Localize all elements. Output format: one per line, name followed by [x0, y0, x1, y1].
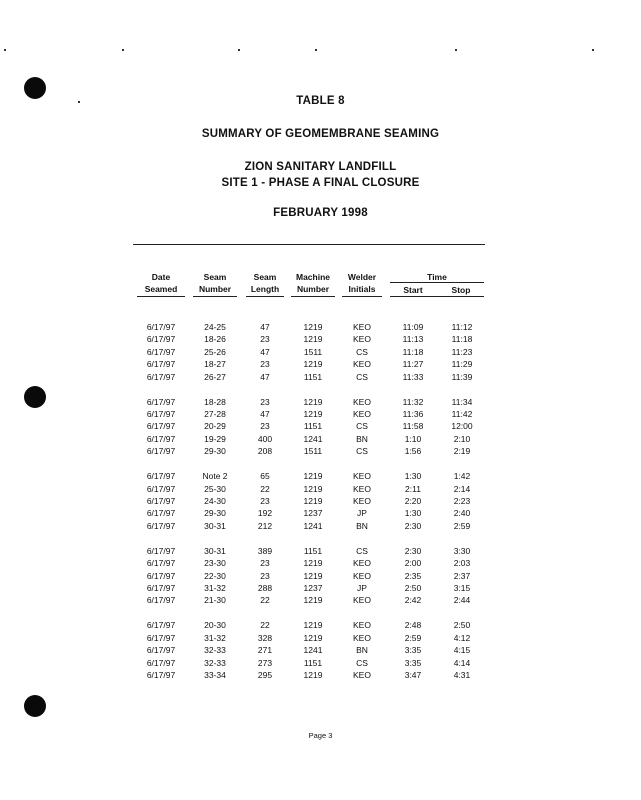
table-row: [0, 396, 641, 408]
seam-number-cell: 33-34: [204, 670, 226, 681]
stop-time-cell: 12:00: [451, 421, 473, 432]
col-header-date-line2: Seamed: [144, 284, 178, 294]
seam-length-cell: 208: [257, 446, 273, 457]
seam-length-cell: 23: [260, 496, 270, 507]
date-cell: 6/17/97: [146, 496, 176, 507]
welder-initials-cell: CS: [356, 545, 368, 556]
date-cell: 6/17/97: [146, 620, 176, 631]
table-row: [0, 408, 641, 420]
machine-number-cell: 1237: [303, 508, 323, 519]
start-time-cell: 1:30: [404, 508, 422, 519]
start-time-cell: 2:42: [404, 595, 422, 606]
welder-initials-cell: KEO: [353, 409, 371, 420]
stop-time-cell: 11:18: [451, 334, 473, 345]
header-underline: [342, 296, 382, 297]
table-row: [0, 333, 641, 345]
stop-time-cell: 2:59: [453, 520, 471, 531]
punch-hole-bottom: [24, 695, 46, 717]
start-time-cell: 11:09: [402, 322, 424, 332]
date-cell: 6/17/97: [146, 657, 176, 668]
date-cell: 6/17/97: [146, 520, 176, 531]
seam-number-cell: 21-30: [204, 595, 226, 606]
header-underline: [246, 296, 284, 297]
stop-time-cell: 2:40: [453, 508, 471, 519]
machine-number-cell: 1151: [303, 545, 323, 556]
seam-length-cell: 273: [257, 657, 273, 668]
seam-length-cell: 47: [260, 409, 270, 420]
welder-initials-cell: JP: [357, 583, 367, 594]
machine-number-cell: 1511: [303, 346, 323, 357]
table-row: [0, 619, 641, 631]
date-cell: 6/17/97: [146, 396, 176, 407]
date-cell: 6/17/97: [146, 583, 176, 594]
site-name: ZION SANITARY LANDFILL: [244, 161, 397, 173]
table-row: [0, 507, 641, 519]
stop-time-cell: 2:23: [453, 496, 471, 507]
seam-length-cell: 288: [257, 583, 273, 594]
seam-number-cell: 31-32: [204, 632, 226, 643]
start-time-cell: 1:10: [404, 433, 422, 444]
table-row: [0, 470, 641, 482]
start-time-cell: 3:35: [404, 657, 422, 668]
welder-initials-cell: CS: [356, 371, 368, 382]
welder-initials-cell: CS: [356, 657, 368, 668]
date-cell: 6/17/97: [146, 483, 176, 494]
seam-number-cell: 18-28: [204, 396, 226, 407]
stop-time-cell: 2:14: [453, 483, 471, 494]
scan-speck: [4, 49, 6, 51]
site-phase: SITE 1 - PHASE A FINAL CLOSURE: [221, 177, 420, 189]
report-date: FEBRUARY 1998: [273, 207, 368, 219]
machine-number-cell: 1219: [303, 471, 323, 482]
start-time-cell: 11:18: [402, 346, 424, 357]
machine-number-cell: 1219: [303, 334, 323, 345]
header-underline: [137, 296, 185, 297]
top-rule: [133, 244, 485, 245]
date-cell: 6/17/97: [146, 359, 176, 370]
seam-number-cell: 24-25: [204, 322, 226, 332]
start-time-cell: 11:27: [402, 359, 424, 370]
machine-number-cell: 1511: [303, 446, 323, 457]
start-time-cell: 2:30: [404, 545, 422, 556]
welder-initials-cell: KEO: [353, 570, 371, 581]
welder-initials-cell: CS: [356, 346, 368, 357]
date-cell: 6/17/97: [146, 409, 176, 420]
table-label: TABLE 8: [296, 95, 345, 107]
table-row: [0, 657, 641, 669]
start-time-cell: 2:20: [404, 496, 422, 507]
table-row: [0, 483, 641, 495]
seam-number-cell: Note 2: [202, 471, 228, 482]
start-time-cell: 11:32: [402, 396, 424, 407]
seam-number-cell: 32-33: [204, 645, 226, 656]
welder-initials-cell: KEO: [353, 471, 371, 482]
machine-number-cell: 1219: [303, 483, 323, 494]
stop-time-cell: 2:50: [453, 620, 471, 631]
start-time-cell: 11:36: [402, 409, 424, 420]
stop-time-cell: 2:37: [453, 570, 471, 581]
date-cell: 6/17/97: [146, 371, 176, 382]
scan-speck: [238, 49, 240, 51]
stop-time-cell: 11:42: [451, 409, 473, 420]
stop-time-cell: 1:42: [453, 471, 471, 482]
col-header-date-line1: Date: [151, 272, 171, 282]
col-header-seam-number-line2: Number: [198, 284, 232, 294]
machine-number-cell: 1151: [303, 371, 323, 382]
seam-length-cell: 271: [257, 645, 273, 656]
table-row: [0, 371, 641, 383]
seam-length-cell: 65: [260, 471, 270, 482]
table-row: [0, 644, 641, 656]
machine-number-cell: 1241: [303, 645, 323, 656]
table-row: [0, 632, 641, 644]
stop-time-cell: 11:39: [451, 371, 473, 382]
col-header-seam-length: [245, 271, 285, 295]
date-cell: 6/17/97: [146, 545, 176, 556]
date-cell: 6/17/97: [146, 595, 176, 606]
seam-length-cell: 47: [260, 346, 270, 357]
seam-length-cell: 192: [257, 508, 273, 519]
seam-length-cell: 23: [260, 570, 270, 581]
seam-number-cell: 18-26: [204, 334, 226, 345]
col-header-machine-number-line1: Machine: [295, 272, 330, 282]
seam-number-cell: 20-30: [204, 620, 226, 631]
welder-initials-cell: CS: [356, 421, 368, 432]
seam-number-cell: 23-30: [204, 558, 226, 569]
stop-time-cell: 11:12: [451, 322, 473, 332]
welder-initials-cell: BN: [356, 433, 368, 444]
seam-length-cell: 295: [257, 670, 273, 681]
seam-length-cell: 389: [257, 545, 273, 556]
start-time-cell: 11:13: [402, 334, 424, 345]
welder-initials-cell: KEO: [353, 558, 371, 569]
col-header-seam-length-line1: Seam: [253, 272, 277, 282]
machine-number-cell: 1219: [303, 620, 323, 631]
stop-time-cell: 11:23: [451, 346, 473, 357]
welder-initials-cell: KEO: [353, 632, 371, 643]
col-header-machine-number: [290, 271, 336, 295]
seam-length-cell: 22: [260, 483, 270, 494]
seam-number-cell: 20-29: [204, 421, 226, 432]
stop-time-cell: 3:15: [453, 583, 471, 594]
seam-table-body: [0, 321, 641, 682]
start-time-cell: 3:47: [404, 670, 422, 681]
header-underline: [193, 296, 237, 297]
col-header-seam-number-line1: Seam: [203, 272, 227, 282]
machine-number-cell: 1241: [303, 520, 323, 531]
table-row: [0, 570, 641, 582]
welder-initials-cell: KEO: [353, 620, 371, 631]
scan-speck: [315, 49, 317, 51]
seam-number-cell: 25-26: [204, 346, 226, 357]
seam-number-cell: 30-31: [204, 520, 226, 531]
welder-initials-cell: BN: [356, 645, 368, 656]
col-header-seam-length-line2: Length: [250, 284, 280, 294]
table-row: [0, 582, 641, 594]
stop-time-cell: 4:14: [453, 657, 471, 668]
seam-number-cell: 25-30: [204, 483, 226, 494]
machine-number-cell: 1219: [303, 570, 323, 581]
start-time-cell: 3:35: [404, 645, 422, 656]
seam-number-cell: 29-30: [204, 508, 226, 519]
header-underline: [291, 296, 335, 297]
date-cell: 6/17/97: [146, 558, 176, 569]
welder-initials-cell: JP: [357, 508, 367, 519]
seam-number-cell: 29-30: [204, 446, 226, 457]
seam-number-cell: 30-31: [204, 545, 226, 556]
stop-time-cell: 4:15: [453, 645, 471, 656]
machine-number-cell: 1219: [303, 595, 323, 606]
seam-length-cell: 22: [260, 595, 270, 606]
col-header-welder-initials-line2: Initials: [348, 284, 376, 294]
date-cell: 6/17/97: [146, 508, 176, 519]
col-header-seam-number: [192, 271, 238, 295]
stop-time-cell: 3:30: [453, 545, 471, 556]
seam-length-cell: 47: [260, 371, 270, 382]
seam-length-cell: 47: [260, 322, 270, 332]
stop-time-cell: 2:44: [453, 595, 471, 606]
date-cell: 6/17/97: [146, 632, 176, 643]
seam-length-cell: 23: [260, 558, 270, 569]
start-time-cell: 11:33: [402, 371, 424, 382]
table-row: [0, 445, 641, 457]
welder-initials-cell: KEO: [353, 496, 371, 507]
seam-length-cell: 328: [257, 632, 273, 643]
machine-number-cell: 1219: [303, 558, 323, 569]
seam-number-cell: 22-30: [204, 570, 226, 581]
col-header-time: Time: [427, 272, 447, 282]
col-header-start: Start: [403, 285, 423, 295]
start-time-cell: 2:11: [405, 483, 421, 494]
machine-number-cell: 1219: [303, 496, 323, 507]
start-time-cell: 1:30: [404, 471, 422, 482]
table-row: [0, 545, 641, 557]
start-time-cell: 2:48: [404, 620, 422, 631]
machine-number-cell: 1219: [303, 396, 323, 407]
table-row: [0, 594, 641, 606]
machine-number-cell: 1241: [303, 433, 323, 444]
date-cell: 6/17/97: [146, 471, 176, 482]
table-row: [0, 420, 641, 432]
machine-number-cell: 1219: [303, 632, 323, 643]
welder-initials-cell: BN: [356, 520, 368, 531]
table-row: [0, 358, 641, 370]
start-time-cell: 11:58: [402, 421, 424, 432]
welder-initials-cell: KEO: [353, 670, 371, 681]
header-underline: [390, 296, 484, 297]
welder-initials-cell: KEO: [353, 334, 371, 345]
scan-speck: [122, 49, 124, 51]
stop-time-cell: 2:10: [453, 433, 471, 444]
scan-speck: [592, 49, 594, 51]
table-row: [0, 669, 641, 681]
welder-initials-cell: KEO: [353, 595, 371, 606]
date-cell: 6/17/97: [146, 334, 176, 345]
seam-number-cell: 18-27: [204, 359, 226, 370]
start-time-cell: 2:50: [404, 583, 422, 594]
col-header-stop: Stop: [451, 285, 471, 295]
start-time-cell: 2:35: [404, 570, 422, 581]
date-cell: 6/17/97: [146, 433, 176, 444]
col-header-welder-initials-line1: Welder: [347, 272, 377, 282]
date-cell: 6/17/97: [146, 645, 176, 656]
col-header-welder-initials: [340, 271, 384, 295]
table-row: [0, 495, 641, 507]
stop-time-cell: 11:29: [451, 359, 473, 370]
seam-number-cell: 26-27: [204, 371, 226, 382]
stop-time-cell: 2:19: [453, 446, 471, 457]
start-time-cell: 1:56: [404, 446, 422, 457]
seam-number-cell: 27-28: [204, 409, 226, 420]
machine-number-cell: 1151: [303, 421, 323, 432]
seam-length-cell: 212: [257, 520, 273, 531]
machine-number-cell: 1151: [303, 657, 323, 668]
seam-length-cell: 23: [260, 421, 270, 432]
seam-number-cell: 31-32: [204, 583, 226, 594]
seam-number-cell: 32-33: [204, 657, 226, 668]
machine-number-cell: 1219: [303, 670, 323, 681]
date-cell: 6/17/97: [146, 570, 176, 581]
machine-number-cell: 1219: [303, 409, 323, 420]
seam-number-cell: 19-29: [204, 433, 226, 444]
welder-initials-cell: KEO: [353, 359, 371, 370]
time-header-rule: [390, 282, 484, 283]
stop-time-cell: 2:03: [453, 558, 471, 569]
start-time-cell: 2:30: [404, 520, 422, 531]
welder-initials-cell: CS: [356, 446, 368, 457]
stop-time-cell: 11:34: [451, 396, 473, 407]
stop-time-cell: 4:12: [453, 632, 471, 643]
seam-length-cell: 23: [260, 359, 270, 370]
date-cell: 6/17/97: [146, 421, 176, 432]
start-time-cell: 2:00: [404, 558, 422, 569]
page-number: Page 3: [308, 731, 333, 740]
scan-speck: [455, 49, 457, 51]
machine-number-cell: 1219: [303, 322, 323, 332]
welder-initials-cell: KEO: [353, 396, 371, 407]
col-header-date: [137, 271, 185, 295]
welder-initials-cell: KEO: [353, 322, 371, 332]
col-header-machine-number-line2: Number: [296, 284, 330, 294]
table-row: [0, 557, 641, 569]
table-row: [0, 520, 641, 532]
table-row: [0, 321, 641, 333]
start-time-cell: 2:59: [404, 632, 422, 643]
seam-length-cell: 400: [257, 433, 273, 444]
table-row: [0, 346, 641, 358]
table-row: [0, 433, 641, 445]
date-cell: 6/17/97: [146, 446, 176, 457]
welder-initials-cell: KEO: [353, 483, 371, 494]
date-cell: 6/17/97: [146, 322, 176, 332]
machine-number-cell: 1237: [303, 583, 323, 594]
stop-time-cell: 4:31: [453, 670, 471, 681]
seam-length-cell: 22: [260, 620, 270, 631]
seam-length-cell: 23: [260, 334, 270, 345]
seam-number-cell: 24-30: [204, 496, 226, 507]
seam-length-cell: 23: [260, 396, 270, 407]
date-cell: 6/17/97: [146, 670, 176, 681]
machine-number-cell: 1219: [303, 359, 323, 370]
summary-title: SUMMARY OF GEOMEMBRANE SEAMING: [201, 128, 440, 140]
date-cell: 6/17/97: [146, 346, 176, 357]
